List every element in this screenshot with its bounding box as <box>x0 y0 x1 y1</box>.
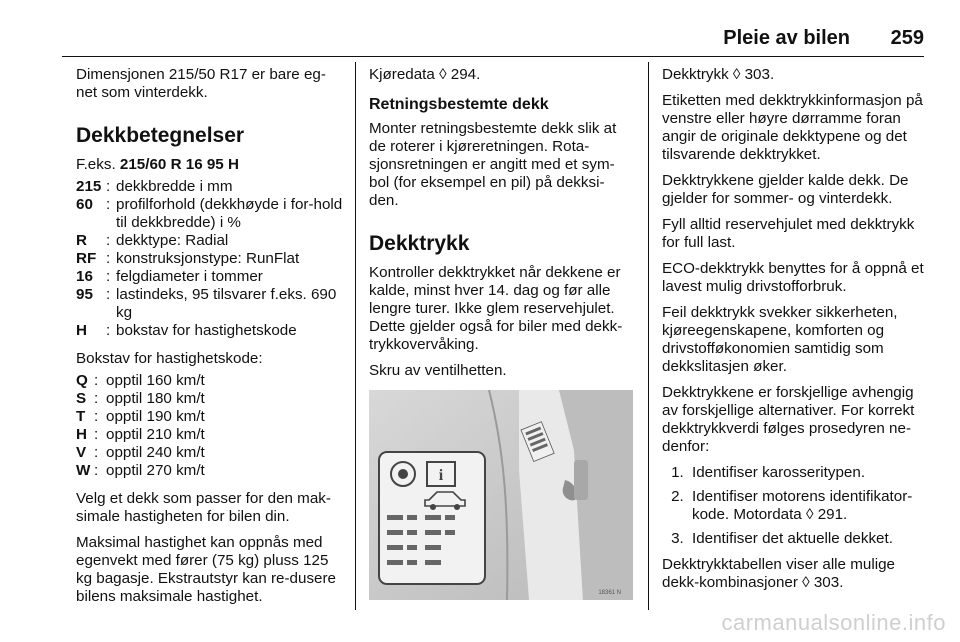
procedure-step: 2. Identifiser motorens identifikator-kode. Motordata ◊ 291. <box>688 488 928 524</box>
definition-value: lastindeks, 95 tilsvarer f.eks. 690 kg <box>116 286 337 321</box>
incorrect-pressure-paragraph: Feil dekktrykk svekker sikkerheten, kjøreegenskapene, komforten og drivstofføkonomien samtidig som dekkslitasjen øker. <box>662 304 898 375</box>
definition-separator: : <box>106 232 111 249</box>
definition-key: W <box>76 462 91 479</box>
eco-pressure-paragraph: ECO-dekktrykk benyttes for å oppnå et lavest mulig drivstofforbruk. <box>662 260 924 295</box>
definition-key: 95 <box>76 286 93 303</box>
figure-ref-code: 18361 N <box>598 590 621 596</box>
max-speed-load-paragraph: Maksimal hastighet kan oppnås med egenvekt med fører (75 kg) pluss 125 kg bagasje. Ekstrautstyr kan re-dusere bilens maksimale hastighet. <box>76 534 336 605</box>
speed-code-list <box>76 372 346 480</box>
procedure-step: 3. Identifiser det aktuelle dekket. <box>688 530 928 548</box>
procedure-step: 1. Identifiser karosseritypen. <box>688 464 928 482</box>
definition-value: opptil 190 km/t <box>106 408 205 425</box>
definition-separator: : <box>106 178 111 195</box>
header-rule <box>62 56 924 57</box>
definition-value: opptil 180 km/t <box>106 390 205 407</box>
spare-wheel-paragraph: Fyll alltid reservehjulet med dekktrykk for full last. <box>662 216 915 251</box>
definition-key: 215 <box>76 178 102 195</box>
definition-value: profilforhold (dekkhøyde i for-hold til dekkbredde) i % <box>116 196 343 231</box>
definition-key: Q <box>76 372 88 389</box>
procedure-steps <box>662 464 928 548</box>
page-header <box>0 0 960 56</box>
definition-key: RF <box>76 250 97 267</box>
definition-key: H <box>76 322 87 339</box>
definition-key: 60 <box>76 196 93 213</box>
definition-value: opptil 270 km/t <box>106 462 205 479</box>
definition-key: R <box>76 232 87 249</box>
definition-separator: : <box>106 250 111 267</box>
label-location-paragraph: Etiketten med dekktrykkinformasjon på venstre eller høyre dørramme foran angir de originale dekktypene og det tilsvarende dekktrykket. <box>662 92 923 163</box>
column-divider-1 <box>355 62 356 610</box>
valve-cap-paragraph: Skru av ventilhetten. <box>369 362 507 379</box>
definition-key: H <box>76 426 87 443</box>
column-1 <box>76 66 346 614</box>
page-number: 259 <box>890 27 924 49</box>
column-divider-2 <box>648 62 649 610</box>
definition-value: opptil 240 km/t <box>106 444 205 461</box>
pressure-table-paragraph: Dekktrykktabellen viser alle mulige dekk-kombinasjoner ◊ 303. <box>662 556 895 591</box>
tire-designations-heading: Dekkbetegnelser <box>76 124 245 147</box>
column-2 <box>369 66 633 600</box>
speed-code-heading: Bokstav for hastighetskode: <box>76 350 263 367</box>
definition-separator: : <box>94 444 99 461</box>
definition-value: dekktype: Radial <box>116 232 229 249</box>
tire-pressure-heading: Dekktrykk <box>369 232 470 255</box>
section-title: Pleie av bilen <box>723 27 850 49</box>
procedure-intro-paragraph: Dekktrykkene er forskjellige avhengig av forskjellige alternativer. For korrekt dekktrykkverdi følges prosedyren ne-denfor: <box>662 384 915 455</box>
definition-value: bokstav for hastighetskode <box>116 322 297 339</box>
definition-value: felgdiameter i tommer <box>116 268 263 285</box>
definition-separator: : <box>94 462 99 479</box>
definition-separator: : <box>106 286 111 303</box>
definition-separator: : <box>94 390 99 407</box>
example-value: 215/60 R 16 95 H <box>119 156 239 173</box>
tire-pressure-label-figure <box>369 390 633 600</box>
definition-key: S <box>76 390 87 407</box>
definition-key: T <box>76 408 86 425</box>
definition-key: 16 <box>76 268 93 285</box>
cold-tires-paragraph: Dekktrykkene gjelder kalde dekk. De gjelder for sommer- og vinterdekk. <box>662 172 909 207</box>
tire-pressure-paragraph: Kontroller dekktrykket når dekkene er kalde, minst hver 14. dag og før alle lengre turer. Ikke glem reservehjulet. Dette gjelder også for biler med dekk-trykkovervåking. <box>369 264 623 353</box>
column-3 <box>662 66 928 600</box>
definition-value: dekkbredde i mm <box>116 178 233 195</box>
driving-data-reference: Kjøredata ◊ 294. <box>369 66 481 83</box>
definition-separator: : <box>94 372 99 389</box>
definition-value: opptil 210 km/t <box>106 426 205 443</box>
designation-definitions <box>76 178 346 340</box>
svg-text:i: i <box>438 467 444 484</box>
intro-paragraph: Dimensjonen 215/50 R17 er bare eg-net som vinterdekk. <box>76 66 326 101</box>
max-speed-paragraph: Velg et dekk som passer for den mak-simale hastigheten for bilen din. <box>76 490 331 525</box>
definition-key: V <box>76 444 87 461</box>
pressure-table-reference: Dekktrykk ◊ 303. <box>662 66 775 83</box>
example-line <box>76 156 346 174</box>
definition-separator: : <box>94 426 99 443</box>
door-frame-illustration <box>369 390 633 600</box>
definition-separator: : <box>106 268 111 285</box>
directional-tires-paragraph: Monter retningsbestemte dekk slik at de roterer i kjøreretningen. Rota-sjonsretningen er angitt med et sym-bol (for eksempel en pil) på dekksi-den. <box>369 120 617 209</box>
definition-value: opptil 160 km/t <box>106 372 205 389</box>
definition-value: konstruksjonstype: RunFlat <box>116 250 300 267</box>
definition-separator: : <box>106 322 111 339</box>
definition-separator: : <box>94 408 99 425</box>
watermark: carmanualsonline.info <box>721 610 946 635</box>
directional-tires-heading: Retningsbestemte dekk <box>369 96 549 113</box>
example-prefix: F.eks. <box>76 156 120 173</box>
definition-separator: : <box>106 196 111 213</box>
